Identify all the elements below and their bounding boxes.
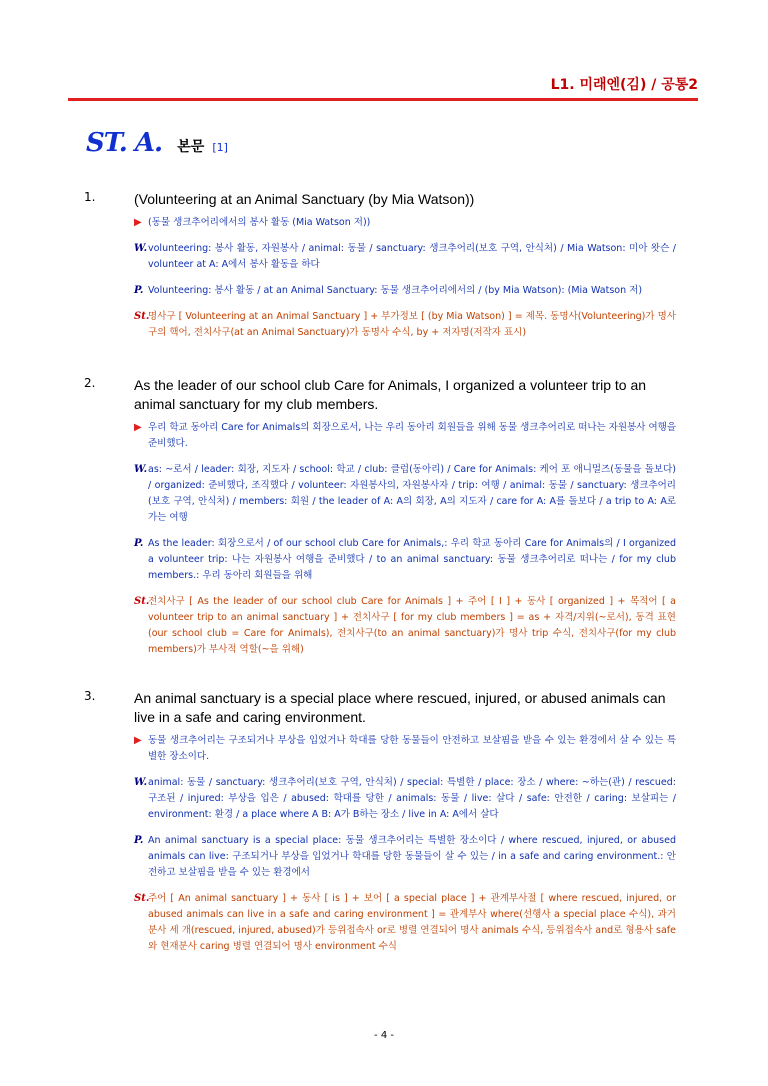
word-marker: W. bbox=[134, 777, 148, 788]
phrase-marker: P. bbox=[134, 538, 144, 549]
item-number: 1. bbox=[84, 190, 96, 204]
item-3 bbox=[84, 689, 676, 955]
header-rule bbox=[68, 98, 698, 101]
word-notes bbox=[134, 241, 676, 273]
structure-notes bbox=[134, 891, 676, 955]
lesson-header: L1. 미래엔(김) / 공통2 bbox=[550, 77, 698, 93]
triangle-icon: ▶ bbox=[134, 735, 142, 746]
english-sentence: (Volunteering at an Animal Sanctuary (by Mia Watson)) bbox=[134, 191, 475, 207]
structure-notes-text: 주어 [ An animal sanctuary ] + 동사 [ is ] + 보어 [ a special place ] + 관계부사절 [ where rescued, injured, or abused animals can live in a safe and caring environment ] = 관계부사 where(선행사 a special place 수식), 과거분사 세 개(rescued, injured, abused)가 등위접속사 or로 병렬 연결되어 명사 animals 수식, 등위접속사 and로 형용사 safe와 현재분사 caring 병렬 연결되어 명사 environment 수식 bbox=[148, 893, 676, 952]
phrase-marker: P. bbox=[134, 285, 144, 296]
word-notes bbox=[134, 775, 676, 823]
english-sentence: An animal sanctuary is a special place where rescued, injured, or abused animals can live in a safe and caring environment. bbox=[134, 690, 666, 725]
section-number: [1] bbox=[212, 141, 228, 154]
word-notes-text: animal: 동물 / sanctuary: 생크추어리(보호 구역, 안식처) / special: 특별한 / place: 장소 / where: ~하는(관) / rescued: 구조된 / injured: 부상을 입은 / abused: 학대를 당한 / animals: 동물 / live: 살다 / safe: 안전한 / caring: 보살피는 / environment: 환경 / a place where A B: A가 B하는 장소 / live in A: A에서 살다 bbox=[148, 777, 676, 820]
translation-text: (동물 생크추어리에서의 봉사 활동 (Mia Watson 저)) bbox=[148, 217, 371, 228]
word-marker: W. bbox=[134, 243, 148, 254]
structure-notes bbox=[134, 594, 676, 658]
phrase-notes bbox=[134, 536, 676, 584]
phrase-marker: P. bbox=[134, 835, 144, 846]
word-marker: W. bbox=[134, 464, 148, 475]
word-notes-text: volunteering: 봉사 활동, 자원봉사 / animal: 동물 / sanctuary: 생크추어리(보호 구역, 안식처) / Mia Watson: 미아 왓슨 / volunteer at A: A에서 봉사 활동을 하다 bbox=[148, 243, 676, 270]
item-2 bbox=[84, 376, 676, 658]
translation bbox=[134, 733, 676, 765]
item-number: 2. bbox=[84, 376, 96, 390]
translation-text: 우리 학교 동아리 Care for Animals의 회장으로서, 나는 우리 동아리 회원들을 위해 동물 생크추어리로 떠나는 자원봉사 여행을 준비했다. bbox=[148, 422, 677, 449]
word-notes bbox=[134, 462, 676, 526]
translation-text: 동물 생크추어리는 구조되거나 부상을 입었거나 학대를 당한 동물들이 안전하고 보살핌을 받을 수 있는 환경에서 살 수 있는 특별한 장소이다. bbox=[148, 735, 676, 762]
item-1 bbox=[84, 190, 676, 341]
triangle-icon: ▶ bbox=[134, 422, 142, 433]
phrase-notes bbox=[134, 283, 676, 299]
triangle-icon: ▶ bbox=[134, 217, 142, 228]
structure-marker: St. bbox=[134, 893, 150, 904]
english-sentence: As the leader of our school club Care for Animals, I organized a volunteer trip to an animal sanctuary for my club members. bbox=[134, 377, 647, 412]
phrase-notes-text: As the leader: 회장으로서 / of our school club Care for Animals,: 우리 학교 동아리 Care for Animals의 / I organized a volunteer trip: 나는 자원봉사 여행을 준비했다 / to an animal sanctuary: 동물 생크추어리로 떠나는 / for my club members.: 우리 동아리 회원들을 위해 bbox=[148, 538, 676, 581]
word-notes-text: as: ~로서 / leader: 회장, 지도자 / school: 학교 / club: 클럽(동아리) / Care for Animals: 케어 포 애니멀즈(동물을 돌보다) / organized: 준비했다, 조직했다 / volunteer: 자원봉사의, 자원봉사자 / trip: 여행 / animal: 동물 / sanctuary: 생크추어리(보호 구역, 안식처) / members: 회원 / the leader of A: A의 회장, A의 지도자 / care for A: A를 돌보다 / a trip to A: A로 가는 여행 bbox=[148, 464, 676, 523]
translation bbox=[134, 215, 676, 231]
section-mark: ST. A. bbox=[86, 128, 163, 158]
section-title: 본문 bbox=[177, 139, 205, 155]
structure-marker: St. bbox=[134, 596, 150, 607]
translation bbox=[134, 420, 676, 452]
section-heading bbox=[86, 128, 228, 158]
phrase-notes bbox=[134, 833, 676, 881]
structure-notes-text: 명사구 [ Volunteering at an Animal Sanctuary ] + 부가정보 [ (by Mia Watson) ] = 제목. 동명사(Volunteering)가 명사구의 핵어, 전치사구(at an Animal Sanctuary)가 동명사 수식, by + 저자명(저작자 표시) bbox=[148, 311, 676, 338]
structure-notes-text: 전치사구 [ As the leader of our school club Care for Animals ] + 주어 [ I ] + 동사 [ organized ] + 목적어 [ a volunteer trip to an animal sanctuary ] + 전치사구 [ for my club members ] = as + 자격/지위(~로서), 동격 표현(our school club = Care for Animals), 전치사구(to an animal sanctuary)가 명사 trip 수식, 전치사구(for my club members)가 부사적 역할(~을 위해) bbox=[148, 596, 676, 655]
structure-marker: St. bbox=[134, 311, 150, 322]
phrase-notes-text: An animal sanctuary is a special place: 동물 생크추어리는 특별한 장소이다 / where rescued, injured, or abused animals can live: 구조되거나 부상을 입었거나 학대를 당한 동물들이 살 수 있는 / in a safe and caring environment.: 안전하고 보살핌을 받을 수 있는 환경에서 bbox=[148, 835, 676, 878]
item-number: 3. bbox=[84, 689, 96, 703]
structure-notes bbox=[134, 309, 676, 341]
page-number: - 4 - bbox=[374, 1030, 394, 1041]
phrase-notes-text: Volunteering: 봉사 활동 / at an Animal Sanctuary: 동물 생크추어리에서의 / (by Mia Watson): (Mia Watson 저) bbox=[148, 285, 643, 296]
